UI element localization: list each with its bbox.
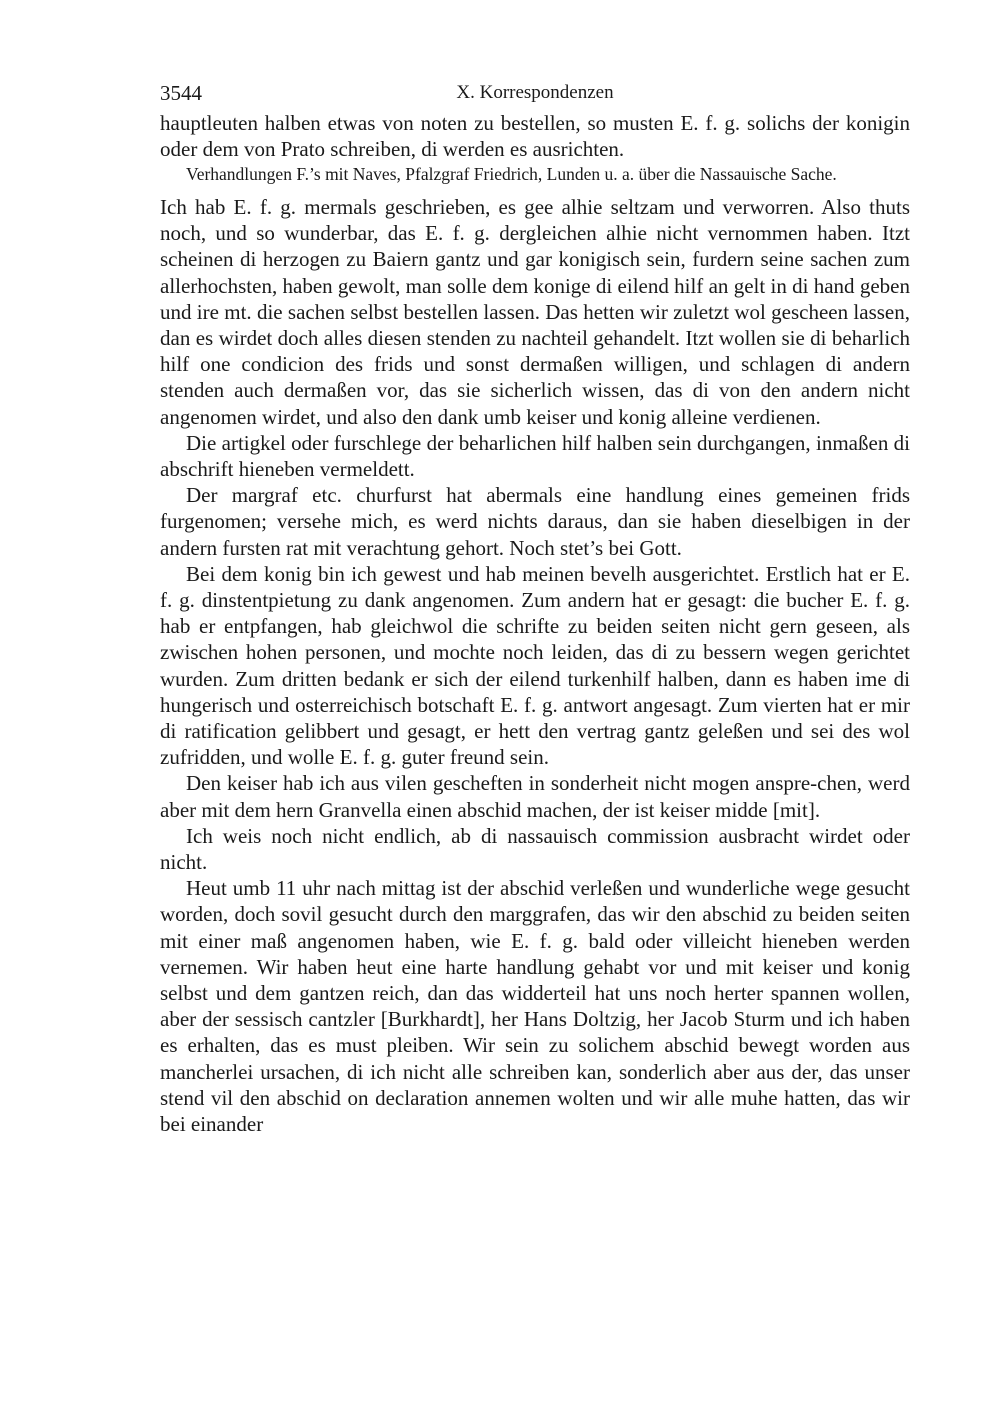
page-number: 3544 [160, 81, 202, 105]
editorial-summary: Verhandlungen F.’s mit Naves, Pfalzgraf Friedrich, Lunden u. a. über die Nassauische Sache. [186, 164, 837, 185]
running-title: X. Korrespondenzen [456, 82, 614, 103]
body-paragraph: Heut umb 11 uhr nach mittag ist der abschid verleßen und wunderliche wege gesucht worden, doch sovil gesucht durch den marggrafen, das wir den abschid zu beiden seiten mit einer maß angenomen haben, wie E. f. g. bald oder villeicht hieneben werden vernemen. Wir haben heut eine harte handlung gehabt vor und mit keiser und konig selbst und dem gantzen reich, dan das widderteil hat uns noch herter spannen wollen, aber der sessisch cantzler [Burkhardt], her Hans Doltzig, her Jacob Sturm und ich haben es erhalten, das es must pleiben. Wir sein zu solichem abschid bewegt worden aus mancherlei ursachen, di ich nicht alle schreiben kan, sonderlich aber aus der, das unser stend vil den abschid on declaration annemen wolten und wir alle muhe hatten, das wir bei einander [160, 876, 910, 1137]
body-paragraph: Der margraf etc. churfurst hat abermals eine handlung eines gemeinen frids furgenomen; versehe mich, es werd nichts daraus, dan sie haben dieselbigen in der andern fursten rat mit verachtung gehort. Noch stet’s bei Gott. [160, 483, 910, 560]
running-head [160, 78, 910, 110]
continuation-paragraph: hauptleuten halben etwas von noten zu bestellen, so musten E. f. g. solichs der konigin oder dem von Prato schreiben, di werden es ausrichten. [160, 111, 910, 162]
body-paragraph: Den keiser hab ich aus vilen gescheften in sonderheit nicht mogen anspre-chen, werd aber mit dem hern Granvella einen abschid machen, der ist keiser midde [mit]. [160, 771, 910, 822]
body-paragraph: Ich weis noch nicht endlich, ab di nassauisch commission ausbracht wirdet oder nicht. [160, 823, 910, 874]
body-paragraph: Ich hab E. f. g. mermals geschrieben, es gee alhie seltzam und verworren. Also thuts noch, und so wunderbar, das E. f. g. dergleichen alhie nicht vernommen haben. Itzt scheinen di herzogen zu Baiern gantz und gar konigisch sein, furdern seine sachen zum allerhochsten, haben gewolt, man solle dem konige di eilend hilf an gelt in di hand geben und ire mt. die sachen selbst bestellen lassen. Das hetten wir zuletzt wol gescheen lassen, dan es wirdet doch alles diesen stenden zu nachteil gehandelt. Itzt wollen sie di beharlich hilf one condicion des frids und sonst dermaßen willigen, und schlagen di andern stenden auch dermaßen vor, das sie sicherlich wissen, das di von den andern nicht angenomen wirdet, und also den dank umb keiser und konig alleine verdienen. [160, 194, 910, 429]
body-paragraph: Die artigkel oder furschlege der beharlichen hilf halben sein durchgangen, inmaßen di abschrift hieneben vermeldett. [160, 430, 910, 481]
document-page [160, 78, 910, 1137]
body-paragraph: Bei dem konig bin ich gewest und hab meinen bevelh ausgerichtet. Erstlich hat er E. f. g. dinstentpietung zu dank angenomen. Zum andern hat er gesagt: die bucher E. f. g. hab er entpfangen, hab gleichwol die schrifte zu beiden seiten nicht gern geseen, als zwischen hohen personen, und mochte noch leiden, das di zu bessern wegen gerichtet wurden. Zum dritten bedank er sich der eilend turkenhilf halben, dann es haben ime di hungerisch und osterreichisch botschaft E. f. g. antwort angesagt. Zum vierten hat er mir di ratification gelibbert und gesagt, er hett den vertrag gantz geleßen und sei des wol zufridden, und wolle E. f. g. guter freund sein. [160, 561, 910, 770]
